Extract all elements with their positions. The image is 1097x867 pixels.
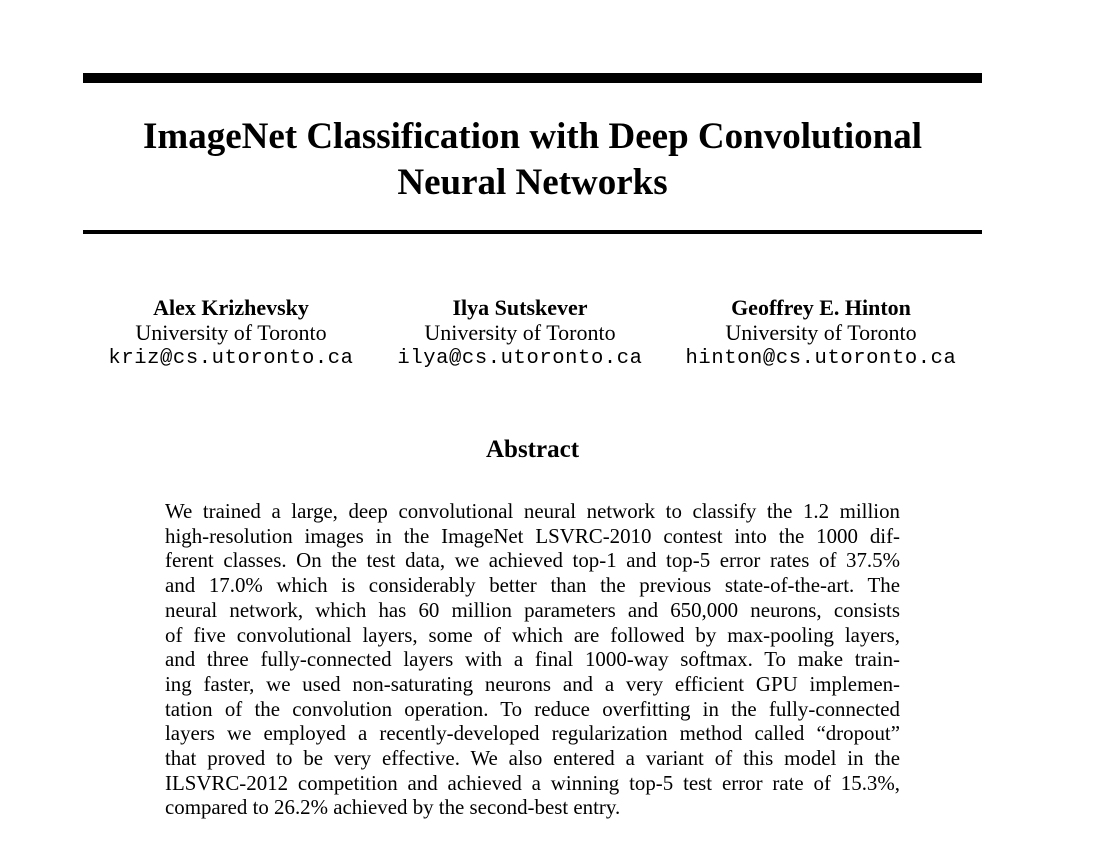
abstract-line: tation of the convolution operation. To reduce overfitting in the fully-connected (165, 696, 900, 721)
abstract-line: and three fully-connected layers with a final 1000-way softmax. To make train- (165, 647, 900, 672)
title-bottom-rule (83, 230, 982, 234)
author-email: ilya@cs.utoronto.ca (397, 347, 643, 370)
author-block-sutskever (390, 295, 650, 371)
author-affiliation: University of Toronto (135, 320, 327, 345)
author-name: Alex Krizhevsky (153, 295, 309, 320)
author-email: kriz@cs.utoronto.ca (108, 347, 354, 370)
author-email: hinton@cs.utoronto.ca (685, 347, 957, 370)
paper-title-line-1: ImageNet Classification with Deep Convolutional (142, 116, 923, 157)
abstract-line: ferent classes. On the test data, we achieved top-1 and top-5 error rates of 37.5% (165, 548, 900, 573)
paper-title-line-2: Neural Networks (397, 162, 668, 203)
paper-title (83, 114, 982, 206)
abstract-line: that proved to be very effective. We also entered a variant of this model in the (165, 746, 900, 771)
abstract-body (165, 499, 900, 820)
abstract-line: ILSVRC-2012 competition and achieved a winning top-5 test error rate of 15.3%, (165, 770, 900, 795)
author-affiliation: University of Toronto (725, 320, 917, 345)
abstract-heading: Abstract (485, 436, 580, 463)
abstract-line: layers we employed a recently-developed regularization method called “dropout” (165, 721, 900, 746)
abstract-line: neural network, which has 60 million parameters and 650,000 neurons, consists (165, 597, 900, 622)
author-name: Ilya Sutskever (452, 295, 588, 320)
abstract-line: and 17.0% which is considerably better than the previous state-of-the-art. The (165, 573, 900, 598)
author-block-krizhevsky (100, 295, 362, 371)
author-block-hinton (678, 295, 964, 371)
author-name: Geoffrey E. Hinton (731, 295, 911, 320)
abstract-line: compared to 26.2% achieved by the second-best entry. (165, 795, 621, 820)
author-affiliation: University of Toronto (424, 320, 616, 345)
abstract-line: of five convolutional layers, some of which are followed by max-pooling layers, (165, 622, 900, 647)
title-top-rule (83, 73, 982, 83)
abstract-line: high-resolution images in the ImageNet LSVRC-2010 contest into the 1000 dif- (165, 523, 900, 548)
abstract-line: We trained a large, deep convolutional neural network to classify the 1.2 million (165, 499, 900, 523)
abstract-line: ing faster, we used non-saturating neurons and a very efficient GPU implemen- (165, 671, 900, 696)
